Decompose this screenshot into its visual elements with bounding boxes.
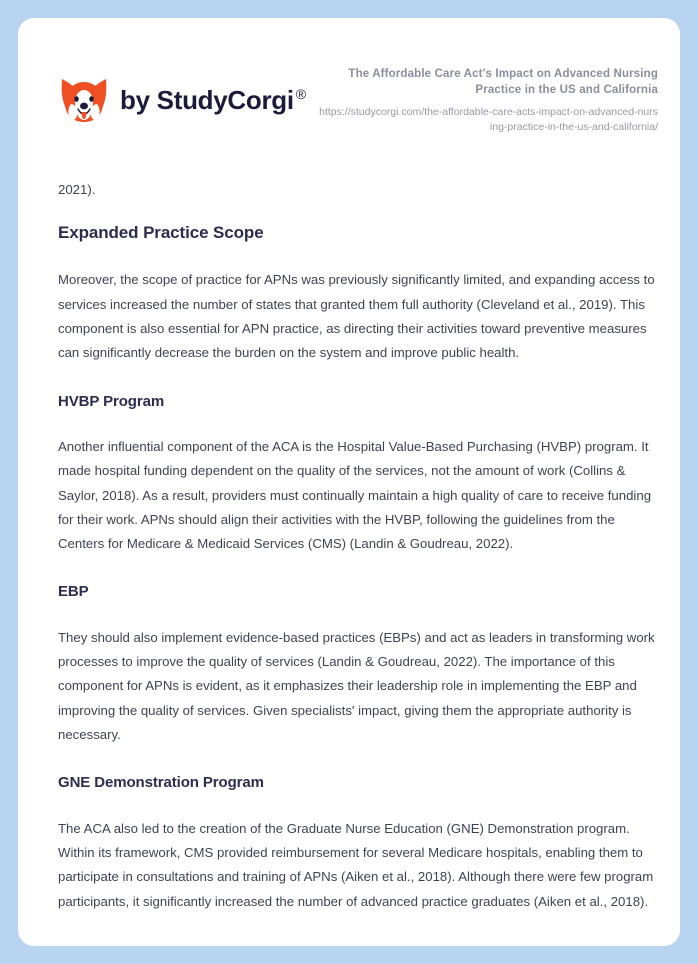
document-page <box>18 18 680 946</box>
section-heading-expanded-practice-scope: Expanded Practice Scope <box>58 223 264 243</box>
document-body <box>58 178 658 940</box>
section-heading-hvbp-program: HVBP Program <box>58 392 165 410</box>
section-heading-ebp: EBP <box>58 583 89 601</box>
section-heading-gne-demonstration-program: GNE Demonstration Program <box>58 774 264 792</box>
header-meta <box>318 66 658 135</box>
section-paragraph-expanded-practice-scope: Moreover, the scope of practice for APNs was previously significantly limited, and expanding access to services increased the number of states that granted them full authority (Cleveland et al., 2019). This component is also essential for APN practice, as directing their activities toward preventive measures can significantly decrease the burden on the system and improve public health. <box>58 272 655 361</box>
brand-name-label: by StudyCorgi <box>120 85 294 115</box>
corgi-head-icon <box>58 74 110 126</box>
section-paragraph-gne-demonstration-program: The ACA also led to the creation of the Graduate Nurse Education (GNE) Demonstration program. Within its framework, CMS provided reimbursement for several Medicare hospitals, enabling them to participate in consultations and training of APNs (Aiken et al., 2018). Although there were few program participants, it significantly increased the number of advanced practice graduates (Aiken et al., 2018). <box>58 820 654 909</box>
brand-logo[interactable] <box>58 74 306 126</box>
brand-name-text <box>120 87 306 113</box>
section-paragraph-hvbp-program: Another influential component of the ACA is the Hospital Value-Based Purchasing (HVBP) program. It made hospital funding dependent on the quality of the services, not the amount of work (Collins & Saylor, 2018). As a result, providers must continually maintain a high quality of care to receive funding for their work. APNs should align their activities with the HVBP, following the guidelines from the Centers for Medicare & Medicaid Services (CMS) (Landin & Goudreau, 2022). <box>58 439 652 552</box>
registered-trademark-icon: ® <box>295 86 306 103</box>
section-paragraph-ebp: They should also implement evidence-based practices (EBPs) and act as leaders in transforming work processes to improve the quality of services (Landin & Goudreau, 2022). The importance of this component for APNs is evident, as it emphasizes their leadership role in implementing the EBP and improving the quality of services. Given specialists' impact, giving them the appropriate authority is necessary. <box>58 629 655 743</box>
continued-paragraph: 2021). <box>58 182 96 197</box>
document-header <box>18 18 680 148</box>
document-url[interactable]: https://studycorgi.com/the-affordable-care-acts-impact-on-advanced-nursing-practice-in-the-us-and-california/ <box>319 105 658 133</box>
document-title: The Affordable Care Act's Impact on Advanced Nursing Practice in the US and California <box>348 68 658 97</box>
